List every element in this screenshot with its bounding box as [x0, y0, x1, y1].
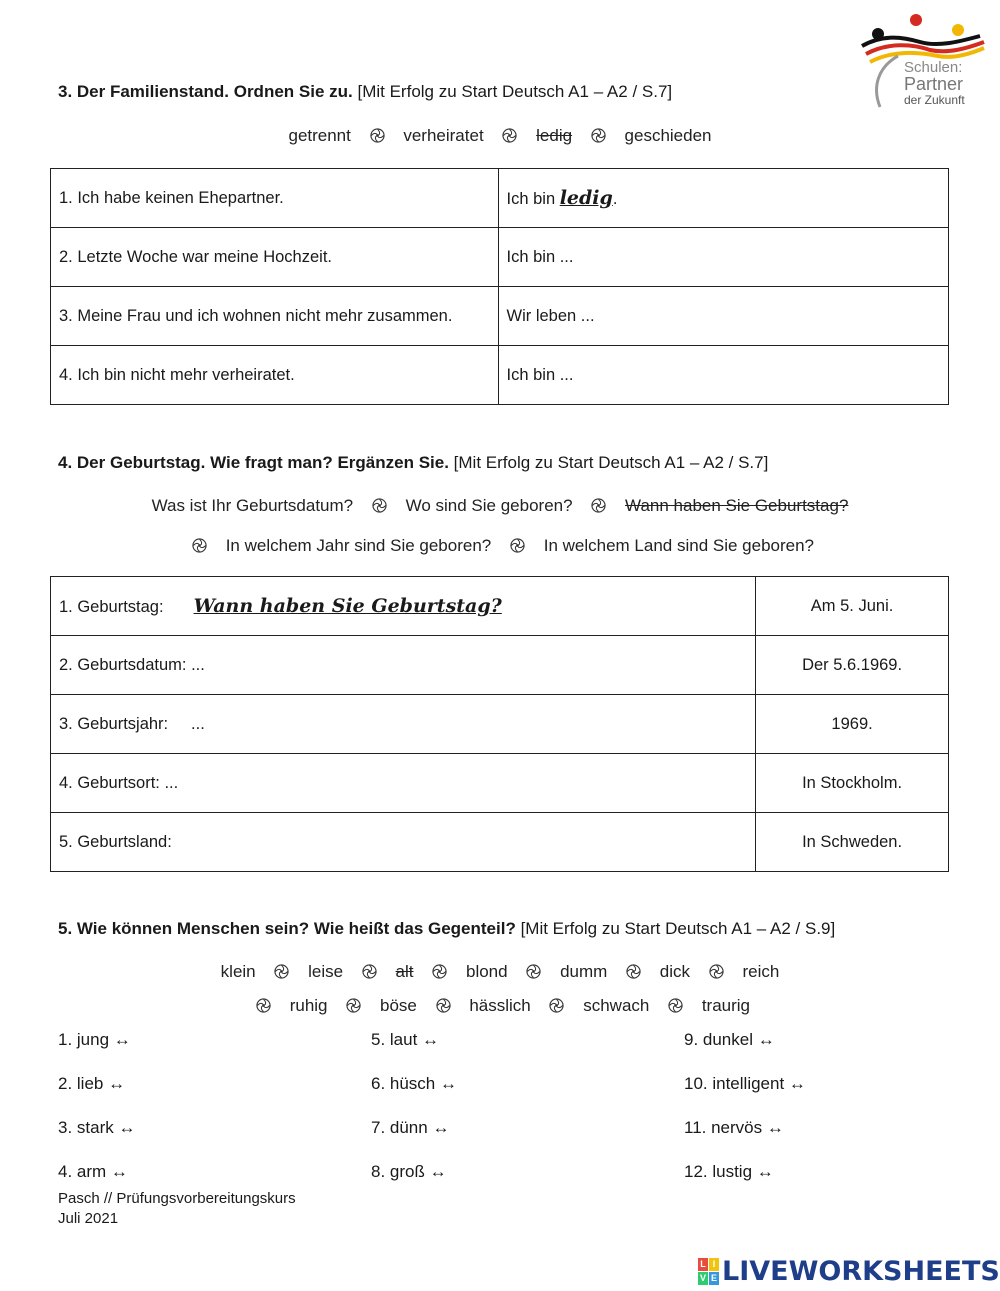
bank-word[interactable]: dumm: [560, 962, 608, 981]
bank-word[interactable]: traurig: [701, 996, 751, 1015]
section5-word-bank-line2: [0, 996, 1000, 1016]
answer-prefix: Ich bin: [506, 190, 560, 208]
answer-given: In Schweden.: [756, 813, 949, 872]
bank-word[interactable]: reich: [742, 962, 780, 981]
swirl-separator-icon: [591, 498, 606, 513]
swirl-separator-icon: [372, 498, 387, 513]
bank-word[interactable]: leise: [308, 962, 344, 981]
bank-word[interactable]: verheiratet: [403, 126, 484, 145]
swirl-separator-icon: [192, 538, 207, 553]
swirl-separator-icon: [370, 128, 385, 143]
bank-word[interactable]: ruhig: [289, 996, 328, 1015]
table-row: [51, 287, 949, 346]
bank-word[interactable]: geschieden: [624, 126, 712, 145]
section3-title: 3. Der Familienstand. Ordnen Sie zu.: [58, 82, 353, 101]
opposite-item[interactable]: 9. dunkel ↔: [684, 1030, 775, 1049]
section3-reference: [Mit Erfolg zu Start Deutsch A1 – A2 / S.7]: [357, 82, 673, 101]
bank-question[interactable]: In welchem Land sind Sie geboren?: [543, 536, 815, 555]
answer-input[interactable]: 3. Geburtsjahr: ...: [51, 695, 756, 754]
footer-line1: Pasch // Prüfungsvorbereitungskurs: [58, 1190, 296, 1207]
bank-word[interactable]: böse: [379, 996, 417, 1015]
swirl-separator-icon: [432, 964, 447, 979]
swirl-separator-icon: [549, 998, 564, 1013]
answer-input[interactable]: 5. Geburtsland:: [51, 813, 756, 872]
opposites-column-1: [58, 1030, 135, 1206]
table-row: [51, 754, 949, 813]
bank-word[interactable]: dick: [659, 962, 690, 981]
section4-word-bank-line2: [0, 536, 1000, 556]
bank-question[interactable]: In welchem Jahr sind Sie geboren?: [225, 536, 492, 555]
opposite-item[interactable]: 10. intelligent ↔: [684, 1074, 806, 1093]
swirl-separator-icon: [591, 128, 606, 143]
answer-input[interactable]: ledig: [559, 187, 613, 209]
opposites-column-3: [684, 1030, 806, 1206]
section3-heading: [58, 82, 672, 102]
liveworksheets-mark-icon: L I V E: [699, 1258, 717, 1283]
bank-question-used: Wann haben Sie Geburtstag?: [625, 496, 849, 515]
swirl-separator-icon: [526, 964, 541, 979]
answer-given: Am 5. Juni.: [756, 577, 949, 636]
opposite-item[interactable]: 2. lieb ↔: [58, 1074, 126, 1093]
logo-line2: Partner: [904, 74, 964, 94]
section3-word-bank: [0, 126, 1000, 146]
bank-word-used: alt: [395, 962, 414, 981]
swirl-separator-icon: [362, 964, 377, 979]
statement-cell: 3. Meine Frau und ich wohnen nicht mehr zusammen.: [51, 287, 499, 346]
table-row: [51, 695, 949, 754]
bank-word[interactable]: hässlich: [469, 996, 531, 1015]
table-row: [51, 636, 949, 695]
swirl-separator-icon: [256, 998, 271, 1013]
answer-input[interactable]: Ich bin ...: [498, 346, 948, 405]
swirl-separator-icon: [668, 998, 683, 1013]
schulen-partner-logo: [858, 12, 988, 112]
footer-line2: Juli 2021: [58, 1210, 119, 1227]
opposite-item[interactable]: 12. lustig ↔: [684, 1162, 774, 1181]
liveworksheets-brand[interactable]: [698, 1256, 1000, 1286]
bank-question[interactable]: Was ist Ihr Geburtsdatum?: [151, 496, 354, 515]
table-row: [51, 813, 949, 872]
answer-cell: [498, 169, 948, 228]
swirl-separator-icon: [436, 998, 451, 1013]
answer-input[interactable]: Ich bin ...: [498, 228, 948, 287]
logo-line1: Schulen:: [904, 59, 963, 76]
swirl-separator-icon: [510, 538, 525, 553]
opposite-item[interactable]: 1. jung ↔: [58, 1030, 131, 1049]
statement-cell: 4. Ich bin nicht mehr verheiratet.: [51, 346, 499, 405]
answer-given: In Stockholm.: [756, 754, 949, 813]
bank-word[interactable]: blond: [465, 962, 508, 981]
bank-word[interactable]: klein: [220, 962, 256, 981]
section5-title: 5. Wie können Menschen sein? Wie heißt das Gegenteil?: [58, 919, 516, 938]
statement-cell: 1. Ich habe keinen Ehepartner.: [51, 169, 499, 228]
bank-word[interactable]: getrennt: [288, 126, 351, 145]
section4-word-bank-line1: [0, 496, 1000, 516]
swirl-separator-icon: [346, 998, 361, 1013]
question-cell: [51, 577, 756, 636]
opposite-item[interactable]: 6. hüsch ↔: [371, 1074, 457, 1093]
answer-given: Der 5.6.1969.: [756, 636, 949, 695]
opposite-item[interactable]: 4. arm ↔: [58, 1162, 128, 1181]
answer-input[interactable]: 4. Geburtsort: ...: [51, 754, 756, 813]
answer-input[interactable]: Wir leben ...: [498, 287, 948, 346]
brand-text: LIVEWORKSHEETS: [722, 1255, 1000, 1287]
answer-input[interactable]: Wann haben Sie Geburtstag?: [193, 595, 502, 617]
answer-given: 1969.: [756, 695, 949, 754]
bank-question[interactable]: Wo sind Sie geboren?: [405, 496, 573, 515]
opposite-item[interactable]: 11. nervös ↔: [684, 1118, 784, 1137]
section3-table: [50, 168, 949, 405]
section4-table: [50, 576, 949, 872]
opposites-column-2: [371, 1030, 457, 1206]
opposite-item[interactable]: 3. stark ↔: [58, 1118, 136, 1137]
table-row: [51, 228, 949, 287]
opposite-item[interactable]: 5. laut ↔: [371, 1030, 440, 1049]
bank-word-used: ledig: [536, 126, 573, 145]
section4-reference: [Mit Erfolg zu Start Deutsch A1 – A2 / S.7]: [453, 453, 769, 472]
table-row: [51, 346, 949, 405]
answer-input[interactable]: 2. Geburtsdatum: ...: [51, 636, 756, 695]
statement-cell: 2. Letzte Woche war meine Hochzeit.: [51, 228, 499, 287]
bank-word[interactable]: schwach: [583, 996, 650, 1015]
section5-word-bank-line1: [0, 962, 1000, 982]
opposite-item[interactable]: 7. dünn ↔: [371, 1118, 450, 1137]
table-row: [51, 169, 949, 228]
table-row: [51, 577, 949, 636]
opposite-item[interactable]: 8. groß ↔: [371, 1162, 447, 1181]
swirl-separator-icon: [274, 964, 289, 979]
swirl-separator-icon: [502, 128, 517, 143]
section5-heading: [58, 919, 835, 939]
answer-suffix: .: [612, 190, 618, 208]
footer: [58, 1189, 296, 1229]
logo-line3: der Zukunft: [904, 93, 965, 107]
section5-reference: [Mit Erfolg zu Start Deutsch A1 – A2 / S.9]: [520, 919, 836, 938]
swirl-separator-icon: [709, 964, 724, 979]
section4-heading: [58, 453, 768, 473]
row-label: 1. Geburtstag:: [59, 598, 164, 616]
section4-title: 4. Der Geburtstag. Wie fragt man? Ergänzen Sie.: [58, 453, 449, 472]
swirl-separator-icon: [626, 964, 641, 979]
